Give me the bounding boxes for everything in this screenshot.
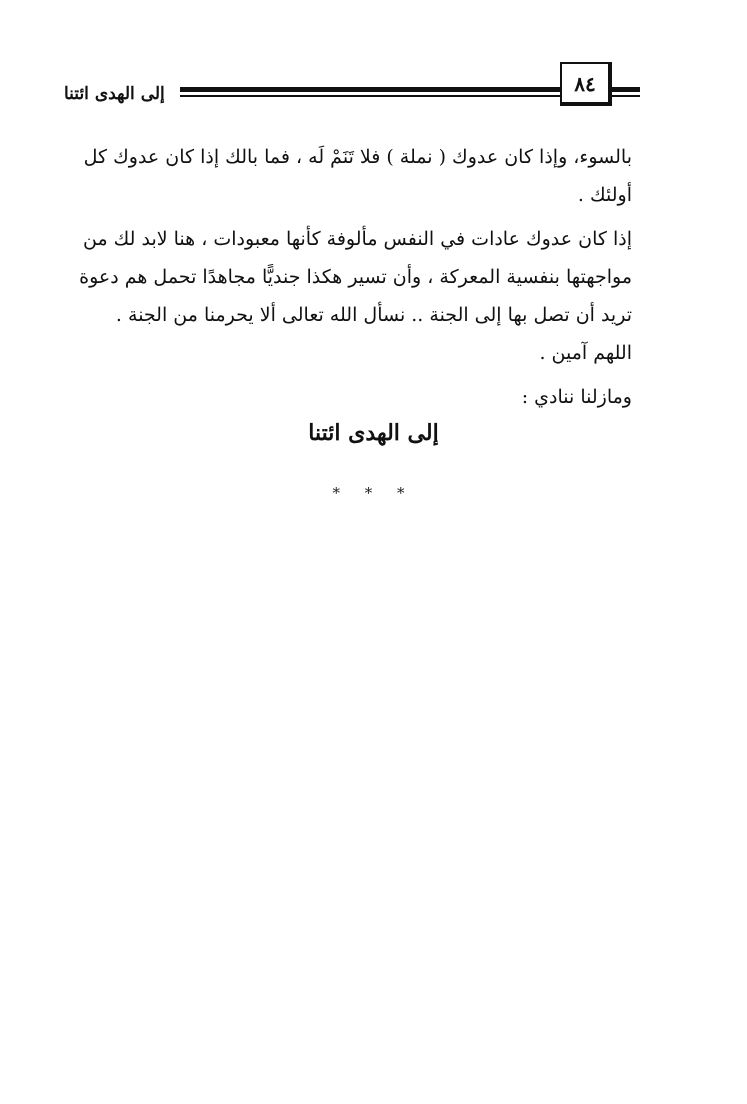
body-text [72, 138, 632, 416]
header-rule-thin [180, 95, 560, 97]
header-rule-thick [180, 87, 560, 92]
running-title: إلى الهدى ائتنا [64, 84, 165, 104]
section-separator: * * * [332, 484, 415, 502]
closing-title: إلى الهدى ائتنا [308, 420, 439, 446]
header-rule-right-thick [612, 87, 640, 92]
paragraph-2: إذا كان عدوك عادات في النفس مألوفة كأنها معبودات ، هنا لابد لك من مواجهتها بنفسية المعركة ، وأن تسير هكذا جنديًّا مجاهدًا تحمل هم دعوة تريد أن تصل بها إلى الجنة .. نسأل الله تعالى ألا يحرمنا من الجنة . اللهم آمين . [79, 228, 632, 364]
page-number: ٨٤ [560, 62, 612, 106]
paragraph-3: ومازلنا ننادي : [521, 386, 632, 408]
paragraph-1: بالسوء، وإذا كان عدوك ( نملة ) فلا تَنَمْ لَه ، فما بالك إذا كان عدوك كل أولئك . [83, 146, 632, 206]
running-header [58, 62, 642, 112]
header-rule-right-thin [612, 95, 640, 97]
